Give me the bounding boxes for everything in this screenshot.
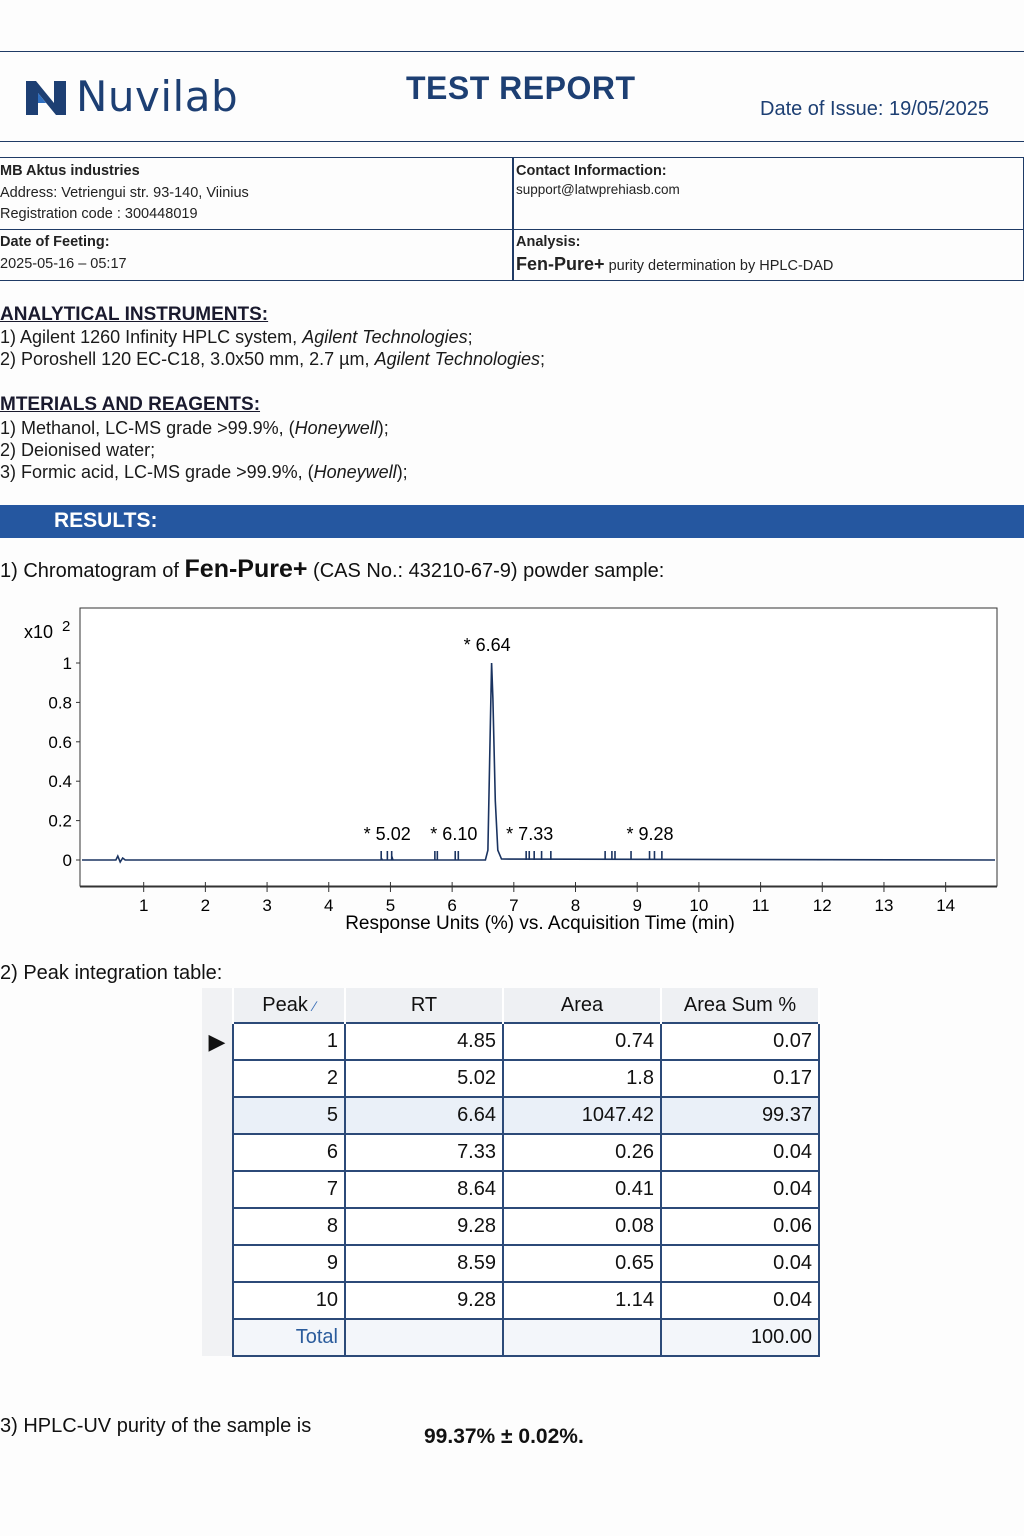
empty-cell <box>503 1319 661 1356</box>
cell-area-sum: 0.17 <box>661 1060 819 1097</box>
table-row[interactable] <box>202 1245 819 1282</box>
client-registration: Registration code : 300448019 <box>0 206 198 222</box>
client-address: Address: Vetriengui str. 93-140, Viinius <box>0 184 249 201</box>
item-end: ; <box>467 327 473 347</box>
row-selector[interactable] <box>202 1245 233 1282</box>
cell-area-sum: 0.04 <box>661 1282 819 1319</box>
y-axis <box>48 654 80 870</box>
row-selector[interactable] <box>202 1208 233 1245</box>
item-end: ; <box>540 349 546 369</box>
table-row[interactable] <box>202 1171 819 1208</box>
chromatogram-caption <box>0 555 664 584</box>
x-tick-label: 2 <box>200 896 211 915</box>
item-text: Deionised water; <box>21 440 156 460</box>
caption-product: Fen-Pure+ <box>184 555 308 583</box>
nuvilab-logo <box>24 72 238 121</box>
cell-area: 0.65 <box>503 1245 661 1282</box>
x-tick-label: 4 <box>324 896 334 915</box>
analysis-product: Fen-Pure+ <box>516 253 605 274</box>
instruments-heading: ANALYTICAL INSTRUMENTS: <box>0 304 269 325</box>
purity-value: 99.37% ± 0.02%. <box>424 1425 584 1448</box>
materials-heading: MTERIALS AND REAGENTS: <box>0 394 261 415</box>
cell-peak: 8 <box>233 1208 345 1245</box>
cell-peak: 10 <box>233 1282 345 1319</box>
cell-rt: 7.33 <box>345 1134 503 1171</box>
x-tick-label: 6 <box>447 896 457 915</box>
report-title: TEST REPORT <box>406 70 636 106</box>
x-tick-label: 8 <box>570 896 581 915</box>
chromatogram-chart <box>0 595 1024 945</box>
item-number: 2) <box>0 349 17 369</box>
item-end: ); <box>396 462 408 482</box>
caption-suffix: (CAS No.: 43210-67-9) powder sample: <box>313 560 665 582</box>
cell-area-sum: 0.04 <box>661 1134 819 1171</box>
instrument-item-1 <box>0 327 473 348</box>
item-number: 1) <box>0 327 17 347</box>
column-header-area-sum[interactable]: Area Sum % <box>661 988 819 1023</box>
table-header-row <box>202 988 819 1023</box>
table-total-row <box>202 1319 819 1356</box>
item-number: 1) <box>0 418 17 438</box>
column-header-peak[interactable] <box>233 988 345 1023</box>
top-rule <box>0 51 1024 52</box>
cell-area-sum: 0.04 <box>661 1245 819 1282</box>
contact-email[interactable]: support@latwprehiasb.com <box>516 181 680 197</box>
x-tick-label: 7 <box>509 896 519 915</box>
selector-header <box>202 988 233 1023</box>
cell-peak: 1 <box>233 1023 345 1060</box>
cell-rt: 8.59 <box>345 1245 503 1282</box>
total-value: 100.00 <box>661 1319 819 1356</box>
header-rule <box>0 141 1024 142</box>
y-tick-label: 1 <box>62 654 72 673</box>
item-number: 2) <box>0 440 17 460</box>
row-selector[interactable] <box>202 1134 233 1171</box>
header-label: Peak <box>262 993 308 1016</box>
column-header-rt[interactable]: RT <box>345 988 503 1023</box>
y-tick-label: 0.6 <box>48 732 72 752</box>
cell-peak: 2 <box>233 1060 345 1097</box>
results-bar <box>0 505 1024 538</box>
contact-label: Contact Informaction: <box>516 163 667 179</box>
purity-label: 3) HPLC-UV purity of the sample is <box>0 1415 312 1437</box>
analysis-info <box>516 232 833 277</box>
item-text: Agilent 1260 Infinity HPLC system, <box>20 327 298 347</box>
peak-label: * 5.02 <box>363 824 411 845</box>
item-text: Poroshell 120 EC-C18, 3.0x50 mm, 2.7 µm, <box>21 349 370 369</box>
plot-frame <box>80 608 997 886</box>
item-end: ); <box>377 418 389 438</box>
row-selector <box>202 1319 233 1356</box>
table-row[interactable] <box>202 1060 819 1097</box>
total-label: Total <box>233 1319 345 1356</box>
y-exponent: 2 <box>62 618 71 635</box>
nuvilab-logo-icon <box>24 75 68 119</box>
cell-rt: 4.85 <box>345 1023 503 1060</box>
x-tick-label: 10 <box>689 896 709 915</box>
row-selector[interactable] <box>202 1282 233 1319</box>
peak-integration-table <box>202 988 820 1357</box>
analysis-method: purity determination by HPLC-DAD <box>608 257 834 274</box>
row-selector[interactable] <box>202 1171 233 1208</box>
cell-area: 1.8 <box>503 1060 661 1097</box>
cell-rt: 8.64 <box>345 1171 503 1208</box>
cell-peak: 7 <box>233 1171 345 1208</box>
cell-rt: 6.64 <box>345 1097 503 1134</box>
x-axis <box>80 882 997 915</box>
x-tick-label: 13 <box>874 896 894 915</box>
testing-info <box>0 232 127 275</box>
row-selector[interactable] <box>202 1097 233 1134</box>
date-of-issue: Date of Issue: 19/05/2025 <box>760 98 990 120</box>
cell-area: 0.41 <box>503 1171 661 1208</box>
analysis-label: Analysis: <box>516 234 581 250</box>
x-tick-label: 5 <box>385 896 396 915</box>
testing-label: Date of Feeting: <box>0 234 110 250</box>
x-tick-label: 14 <box>936 896 956 915</box>
cell-area-sum: 0.07 <box>661 1023 819 1060</box>
peak-label: * 9.28 <box>626 824 674 845</box>
sort-icon: ∕ <box>313 997 316 1014</box>
cell-rt: 9.28 <box>345 1282 503 1319</box>
testing-date: 2025-05-16 – 05:17 <box>0 255 127 272</box>
cell-peak: 9 <box>233 1245 345 1282</box>
cell-area-sum: 99.37 <box>661 1097 819 1134</box>
caption-prefix: 1) Chromatogram of <box>0 560 179 582</box>
client-info <box>0 161 249 226</box>
results-heading: RESULTS: <box>54 509 158 532</box>
selected-row-arrow-icon[interactable]: ▶ <box>202 1023 233 1060</box>
x-tick-label: 9 <box>632 896 642 915</box>
item-maker: Agilent Technologies <box>302 327 468 347</box>
table-row[interactable] <box>202 1023 819 1060</box>
table-row[interactable] <box>202 1134 819 1171</box>
item-text: Methanol, LC-MS grade >99.9%, ( <box>21 418 295 438</box>
peak-label: * 6.64 <box>463 635 511 656</box>
material-item-1 <box>0 418 389 439</box>
material-item-3 <box>0 462 408 483</box>
cell-rt: 5.02 <box>345 1060 503 1097</box>
item-maker: Honeywell <box>294 418 378 438</box>
y-tick-label: 0.4 <box>48 772 72 792</box>
cell-peak: 5 <box>233 1097 345 1134</box>
cell-area: 0.74 <box>503 1023 661 1060</box>
table-heading: 2) Peak integration table: <box>0 962 223 984</box>
y-tick-label: 0 <box>62 851 72 870</box>
y-tick-label: 0.2 <box>48 811 72 831</box>
row-selector[interactable] <box>202 1060 233 1097</box>
column-header-area[interactable]: Area <box>503 988 661 1023</box>
cell-area-sum: 0.06 <box>661 1208 819 1245</box>
x-tick-label: 12 <box>812 896 832 915</box>
x-tick-label: 1 <box>138 896 149 915</box>
contact-info <box>516 161 680 200</box>
table-row[interactable] <box>202 1208 819 1245</box>
table-row[interactable] <box>202 1282 819 1319</box>
cell-area: 0.08 <box>503 1208 661 1245</box>
cell-rt: 9.28 <box>345 1208 503 1245</box>
item-maker: Agilent Technologies <box>374 349 541 369</box>
x-tick-label: 11 <box>751 896 770 915</box>
item-maker: Honeywell <box>313 462 397 482</box>
peak-label: * 7.33 <box>506 824 554 845</box>
cell-area: 1047.42 <box>503 1097 661 1134</box>
client-name: MB Aktus industries <box>0 163 140 179</box>
item-text: Formic acid, LC-MS grade >99.9%, ( <box>21 462 314 482</box>
x-tick-label: 3 <box>262 896 272 915</box>
peak-label: * 6.10 <box>430 824 478 845</box>
logo-text: Nuvilab <box>76 72 239 121</box>
instrument-item-2 <box>0 349 545 370</box>
cell-peak: 6 <box>233 1134 345 1171</box>
empty-cell <box>345 1319 503 1356</box>
cell-area: 1.14 <box>503 1282 661 1319</box>
x-axis-label: Response Units (%) vs. Acquisition Time (min) <box>345 913 735 934</box>
item-number: 3) <box>0 462 17 482</box>
table-row[interactable] <box>202 1097 819 1134</box>
cell-area: 0.26 <box>503 1134 661 1171</box>
y-tick-label: 0.8 <box>48 693 72 713</box>
material-item-2 <box>0 440 155 461</box>
y-multiplier: x10 <box>24 622 54 642</box>
cell-area-sum: 0.04 <box>661 1171 819 1208</box>
